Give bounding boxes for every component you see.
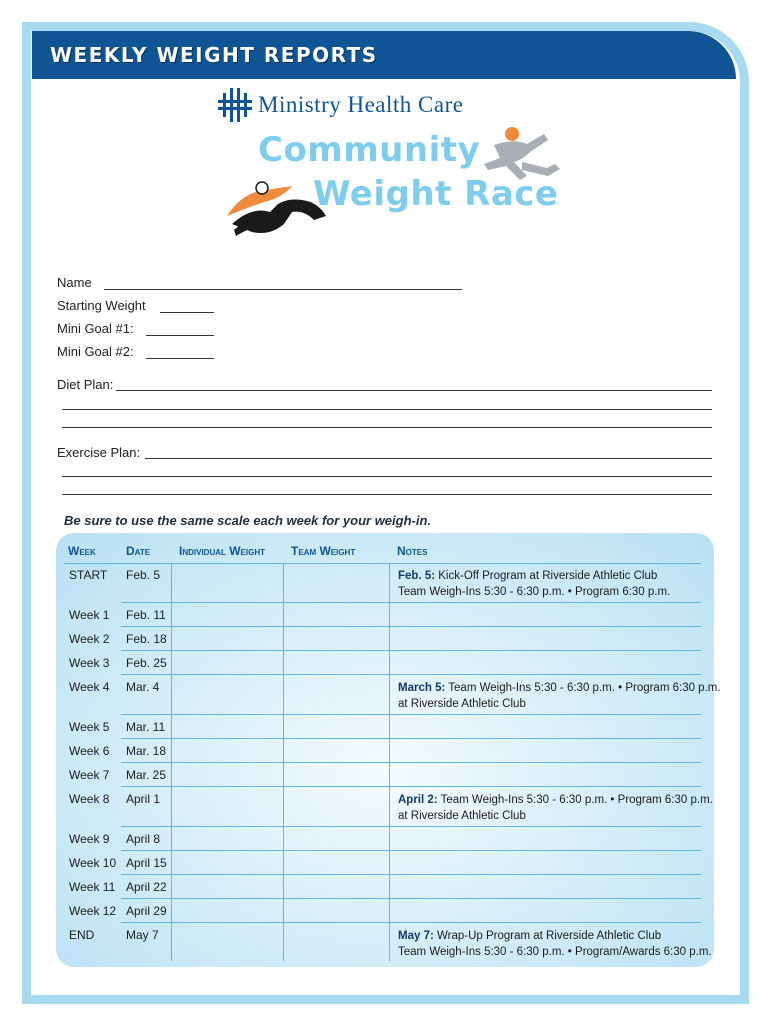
individual-weight-cell[interactable] (174, 788, 280, 826)
team-weight-cell[interactable] (286, 828, 386, 850)
date-cell: Feb. 11 (126, 608, 166, 622)
individual-weight-cell[interactable] (174, 716, 280, 738)
notes-cell[interactable] (398, 832, 698, 852)
team-weight-cell[interactable] (286, 676, 386, 714)
note-date: Feb. 5: (398, 570, 436, 582)
column-header-team-weight: Team Weight (291, 544, 356, 558)
mini-goal-2-field[interactable] (146, 358, 214, 359)
program-title-line1: Community (258, 130, 481, 170)
org-name: Ministry Health Care (258, 92, 464, 117)
team-weight-cell[interactable] (286, 652, 386, 674)
date-cell: Feb. 25 (126, 656, 167, 670)
week-cell: Week 8 (69, 792, 110, 806)
date-cell: Feb. 18 (126, 632, 167, 646)
notes-cell (398, 792, 713, 824)
week-cell: Week 10 (69, 856, 117, 870)
diet-plan-field-line[interactable] (62, 409, 712, 410)
note-line: at Riverside Athletic Club (398, 810, 526, 822)
week-cell: Week 1 (69, 608, 110, 622)
individual-weight-cell[interactable] (174, 852, 280, 874)
diet-plan-field-line[interactable] (62, 427, 712, 428)
column-header-date: Date (126, 544, 151, 558)
individual-weight-cell[interactable] (174, 564, 280, 602)
week-cell: Week 12 (69, 904, 117, 918)
row-divider (121, 738, 701, 739)
note-line: at Riverside Athletic Club (398, 698, 526, 710)
notes-cell[interactable] (398, 632, 698, 652)
exercise-plan-field-line[interactable] (62, 476, 712, 477)
note-line: Kick-Off Program at Riverside Athletic Club (435, 570, 658, 582)
date-cell: April 8 (126, 832, 161, 846)
notes-cell[interactable] (398, 856, 698, 876)
exercise-plan-label: Exercise Plan: (57, 445, 141, 460)
date-cell: May 7 (126, 928, 159, 942)
column-header-week: Week (68, 544, 96, 558)
cross-logo-icon (218, 88, 252, 122)
note-line: Team Weigh-Ins 5:30 - 6:30 p.m. • Program/Awards 6:30 p.m. (398, 946, 712, 958)
individual-weight-cell[interactable] (174, 828, 280, 850)
individual-weight-cell[interactable] (174, 652, 280, 674)
individual-weight-cell[interactable] (174, 764, 280, 786)
week-cell: Week 11 (69, 880, 116, 894)
row-divider (121, 650, 701, 651)
team-weight-cell[interactable] (286, 764, 386, 786)
note-line: Team Weigh-Ins 5:30 - 6:30 p.m. • Program 6:30 p.m. (398, 586, 671, 598)
ministry-health-care-logo (218, 88, 518, 124)
row-divider (121, 826, 701, 827)
notes-cell[interactable] (398, 744, 698, 764)
notes-cell[interactable] (398, 656, 698, 676)
scale-notice: Be sure to use the same scale each week for your weigh-in. (64, 513, 432, 528)
row-divider (121, 602, 701, 603)
week-cell: END (69, 928, 95, 942)
row-divider (121, 922, 701, 923)
row-divider (121, 786, 701, 787)
mini-goal-2-label: Mini Goal #2: (57, 344, 134, 359)
exercise-plan-field-line[interactable] (145, 458, 712, 459)
row-divider (121, 674, 701, 675)
team-weight-cell[interactable] (286, 740, 386, 762)
notes-cell (398, 928, 712, 960)
notes-cell[interactable] (398, 768, 698, 788)
row-divider (121, 850, 701, 851)
exercise-plan-field-line[interactable] (62, 494, 712, 495)
date-cell: April 15 (126, 856, 167, 870)
date-cell: April 22 (126, 880, 167, 894)
team-weight-cell[interactable] (286, 852, 386, 874)
notes-cell (398, 568, 670, 600)
notes-cell[interactable] (398, 880, 698, 900)
starting-weight-field[interactable] (160, 312, 214, 313)
notes-cell (398, 680, 721, 712)
row-divider (121, 714, 701, 715)
column-header-notes: Notes (397, 544, 428, 558)
individual-weight-cell[interactable] (174, 676, 280, 714)
note-line: Wrap-Up Program at Riverside Athletic Club (433, 930, 662, 942)
column-header-individual-weight: Individual Weight (179, 544, 265, 558)
note-date: April 2: (398, 794, 438, 806)
week-cell: Week 7 (69, 768, 110, 782)
starting-weight-label: Starting Weight (57, 298, 146, 313)
date-cell: Mar. 18 (126, 744, 167, 758)
week-cell: Week 9 (69, 832, 110, 846)
team-weight-cell[interactable] (286, 604, 386, 626)
week-cell: Week 5 (69, 720, 110, 734)
team-weight-cell[interactable] (286, 628, 386, 650)
header-banner (32, 31, 736, 79)
note-line: Team Weigh-Ins 5:30 - 6:30 p.m. • Program 6:30 p.m. (437, 794, 713, 806)
individual-weight-cell[interactable] (174, 900, 280, 922)
mini-goal-1-field[interactable] (146, 335, 214, 336)
name-field[interactable] (104, 289, 462, 290)
individual-weight-cell[interactable] (174, 924, 280, 962)
date-cell: Feb. 5 (126, 568, 161, 582)
week-cell: Week 4 (69, 680, 110, 694)
date-cell: Mar. 25 (126, 768, 167, 782)
individual-weight-cell[interactable] (174, 628, 280, 650)
mini-goal-1-label: Mini Goal #1: (57, 321, 134, 336)
date-cell: April 29 (126, 904, 167, 918)
notes-cell[interactable] (398, 904, 698, 924)
team-weight-cell[interactable] (286, 876, 386, 898)
row-divider (121, 898, 701, 899)
notes-cell[interactable] (398, 720, 698, 740)
program-title-line2: Weight Race (313, 174, 559, 214)
team-weight-cell[interactable] (286, 788, 386, 826)
week-cell: Week 2 (69, 632, 110, 646)
row-divider (121, 762, 701, 763)
row-divider (121, 874, 701, 875)
week-cell: Week 6 (69, 744, 110, 758)
individual-weight-cell[interactable] (174, 604, 280, 626)
notes-cell[interactable] (398, 608, 698, 628)
diet-plan-label: Diet Plan: (57, 377, 114, 392)
team-weight-cell[interactable] (286, 900, 386, 922)
week-cell: Week 3 (69, 656, 110, 670)
page-title: WEEKLY WEIGHT REPORTS (50, 43, 378, 67)
week-cell: START (69, 568, 108, 582)
team-weight-cell[interactable] (286, 564, 386, 602)
team-weight-cell[interactable] (286, 924, 386, 962)
note-date: May 7: (398, 930, 434, 942)
note-date: March 5: (398, 682, 446, 694)
date-cell: Mar. 11 (126, 720, 166, 734)
date-cell: Mar. 4 (126, 680, 160, 694)
name-label: Name (57, 275, 92, 290)
row-divider (121, 626, 701, 627)
diet-plan-field-line[interactable] (116, 390, 712, 391)
team-weight-cell[interactable] (286, 716, 386, 738)
individual-weight-cell[interactable] (174, 876, 280, 898)
individual-weight-cell[interactable] (174, 740, 280, 762)
note-line: Team Weigh-Ins 5:30 - 6:30 p.m. • Program 6:30 p.m. (445, 682, 721, 694)
date-cell: April 1 (126, 792, 161, 806)
